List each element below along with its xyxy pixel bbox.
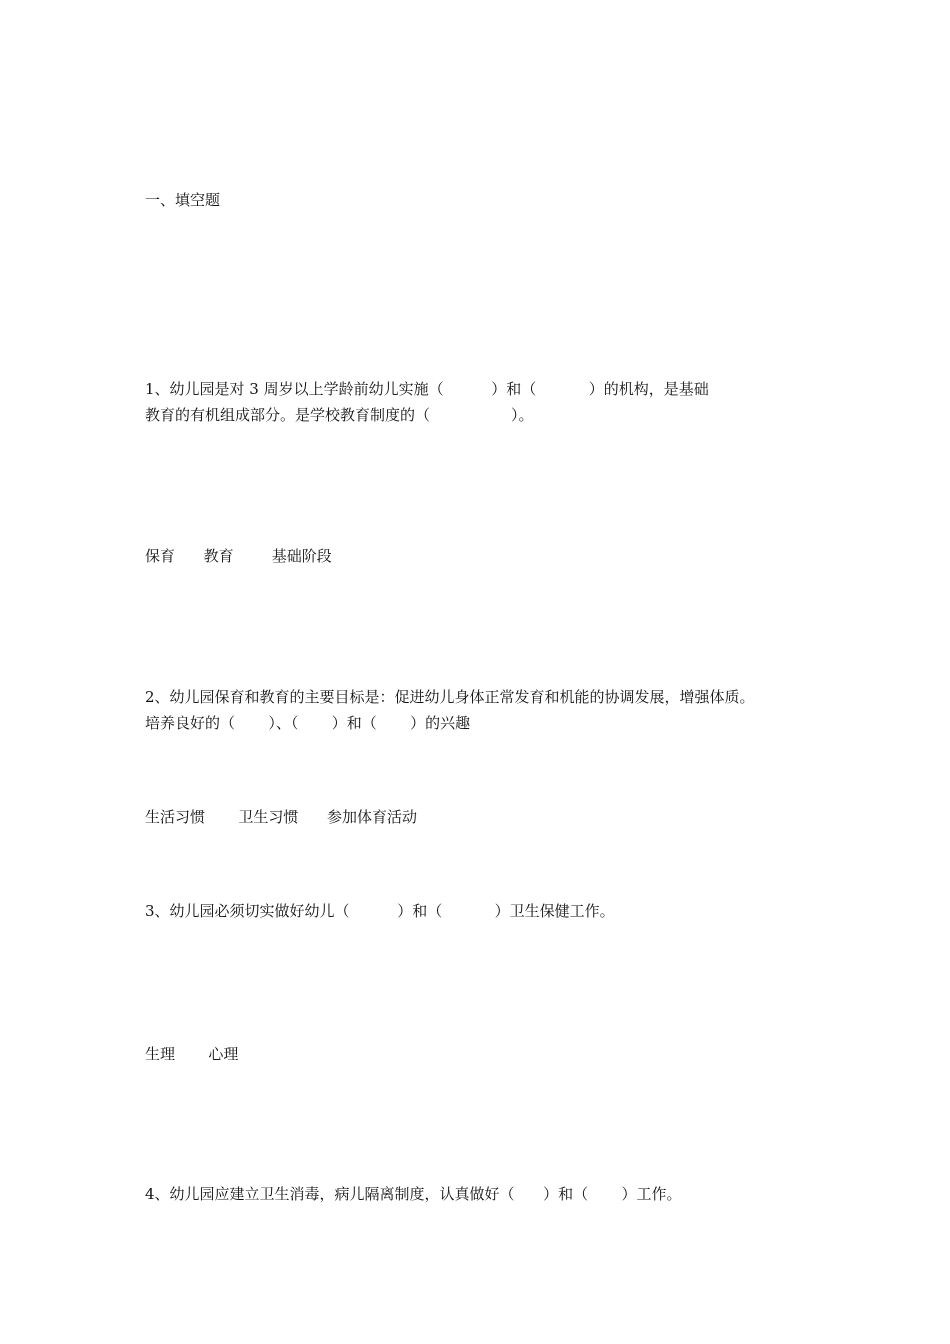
question-3-line-1: 3、幼儿园必须切实做好幼儿（ ）和（ ）卫生保健工作。 [145, 902, 615, 920]
question-1-line-1: 1、幼儿园是对 3 周岁以上学龄前幼儿实施（ ）和（ ）的机构，是基础 [145, 380, 709, 398]
question-1-line-2: 教育的有机组成部分。是学校教育制度的（ ）。 [145, 406, 534, 424]
section-heading: 一、填空题 [145, 191, 221, 209]
question-2-line-2: 培养良好的（ ）、（ ）和（ ）的兴趣 [145, 714, 471, 732]
answer-2: 生活习惯 卫生习惯 参加体育活动 [145, 808, 417, 826]
answer-3: 生理 心理 [145, 1045, 239, 1063]
question-4-line-1: 4、幼儿园应建立卫生消毒，病儿隔离制度，认真做好（ ）和（ ）工作。 [145, 1185, 682, 1203]
answer-1: 保育 教育 基础阶段 [145, 547, 332, 565]
question-2-line-1: 2、幼儿园保育和教育的主要目标是：促进幼儿身体正常发育和机能的协调发展，增强体质。 [145, 688, 755, 706]
